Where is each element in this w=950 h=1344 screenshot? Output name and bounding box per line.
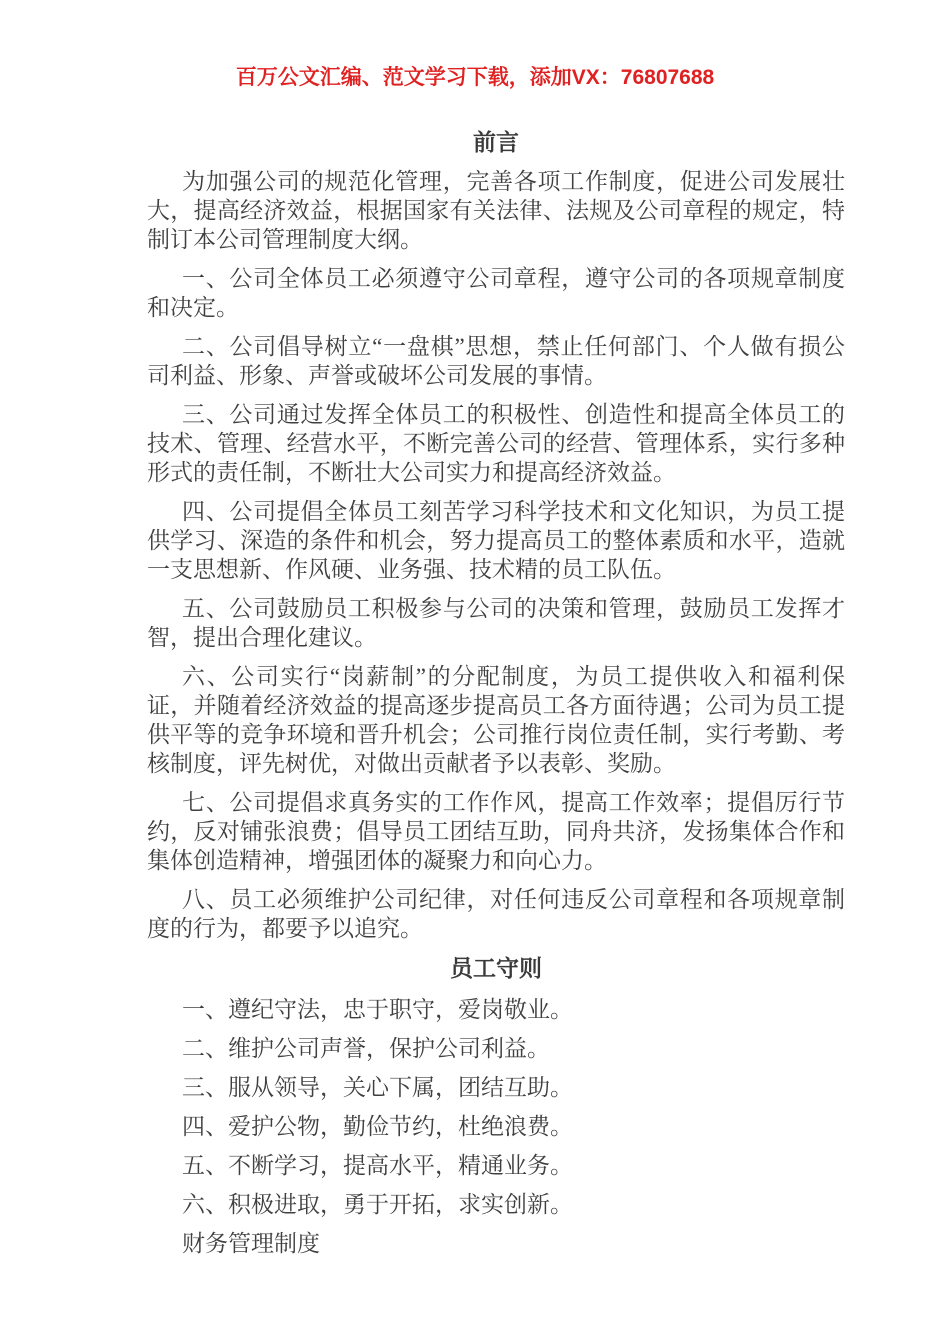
- paragraph: 八、员工必须维护公司纪律，对任何违反公司章程和各项规章制度的行为，都要予以追究。: [147, 887, 845, 941]
- paragraph: 四、公司提倡全体员工刻苦学习科学技术和文化知识，为员工提供学习、深造的条件和机会，努力提高员工的整体素质和水平，造就一支思想新、作风硬、业务强、技术精的员工队伍。: [147, 499, 845, 582]
- section-preface: [147, 127, 845, 943]
- paragraph: 六、积极进取，勇于开拓，求实创新。: [182, 1192, 573, 1217]
- paragraph: 五、公司鼓励员工积极参与公司的决策和管理，鼓励员工发挥才智，提出合理化建议。: [147, 596, 845, 650]
- paragraph: 七、公司提倡求真务实的工作作风，提高工作效率；提倡厉行节约，反对铺张浪费；倡导员工团结互助，同舟共济，发扬集体合作和集体创造精神，增强团体的凝聚力和向心力。: [147, 790, 845, 873]
- preface-paragraphs: [147, 167, 845, 943]
- section-title-employee-rules: 员工守则: [450, 955, 542, 981]
- section-employee-rules: [147, 953, 845, 1258]
- paragraph: 三、服从领导，关心下属，团结互助。: [182, 1075, 573, 1100]
- paragraph: 为加强公司的规范化管理，完善各项工作制度，促进公司发展壮大，提高经济效益，根据国家有关法律、法规及公司章程的规定，特制订本公司管理制度大纲。: [147, 169, 845, 252]
- paragraph: 一、遵纪守法，忠于职守，爱岗敬业。: [182, 997, 573, 1022]
- paragraph: 一、公司全体员工必须遵守公司章程，遵守公司的各项规章制度和决定。: [147, 266, 845, 320]
- paragraph: 财务管理制度: [182, 1231, 320, 1256]
- paragraph: 四、爱护公物，勤俭节约，杜绝浪费。: [182, 1114, 573, 1139]
- paragraph: 六、公司实行“岗薪制”的分配制度，为员工提供收入和福利保证，并随着经济效益的提高逐步提高员工各方面待遇；公司为员工提供平等的竞争环境和晋升机会；公司推行岗位责任制，实行考勤、考核制度，评先树优，对做出贡献者予以表彰、奖励。: [147, 664, 845, 776]
- paragraph: 三、公司通过发挥全体员工的积极性、创造性和提高全体员工的技术、管理、经营水平，不断完善公司的经营、管理体系，实行多种形式的责任制，不断壮大公司实力和提高经济效益。: [147, 402, 845, 485]
- paragraph: 二、公司倡导树立“一盘棋”思想，禁止任何部门、个人做有损公司利益、形象、声誉或破坏公司发展的事情。: [147, 334, 845, 388]
- paragraph: 二、维护公司声誉，保护公司利益。: [182, 1036, 550, 1061]
- section-title-preface: 前言: [473, 129, 519, 155]
- employee-rules-paragraphs: [147, 995, 845, 1258]
- paragraph: 五、不断学习，提高水平，精通业务。: [182, 1153, 573, 1178]
- promo-header-text: 百万公文汇编、范文学习下载，添加VX：76807688: [235, 66, 715, 89]
